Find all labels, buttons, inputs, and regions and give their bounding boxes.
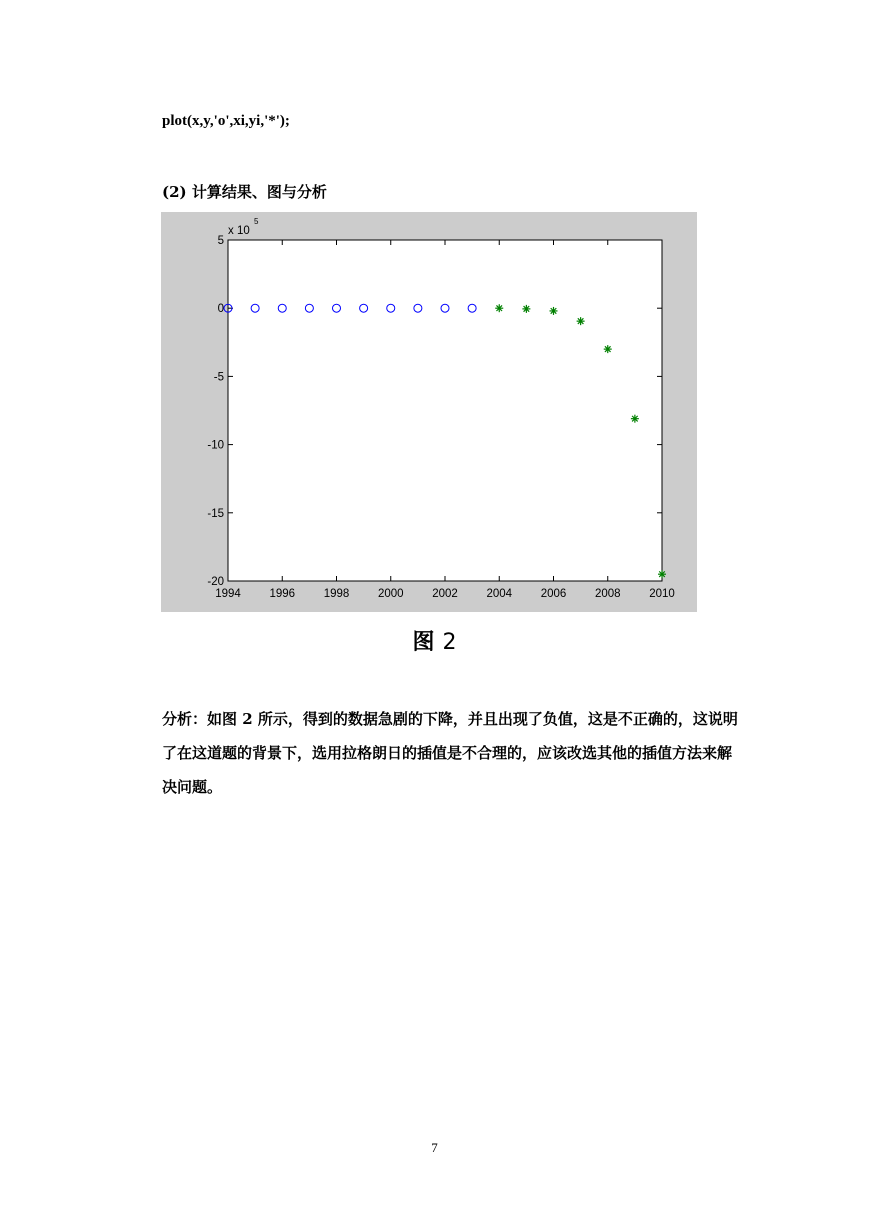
star-data-point — [577, 317, 585, 325]
y-tick-label: -10 — [207, 439, 224, 452]
y-multiplier-exponent: 5 — [254, 217, 259, 226]
x-tick-label: 1996 — [269, 588, 296, 600]
code-line: plot(x,y,'o',xi,yi,'*'); — [162, 113, 290, 129]
section-heading: (2) 计算结果、图与分析 — [162, 183, 327, 201]
figure-caption — [0, 625, 869, 656]
y-multiplier-label: x 10 — [228, 225, 250, 237]
x-tick-label: 2008 — [594, 588, 621, 600]
y-tick-label: 0 — [217, 303, 224, 316]
x-tick-label: 2000 — [377, 588, 404, 600]
star-data-point — [658, 570, 666, 578]
x-tick-label: 1994 — [215, 588, 241, 600]
x-tick-label: 2006 — [540, 588, 567, 600]
star-data-point — [495, 304, 503, 312]
x-tick-label: 2010 — [649, 588, 675, 600]
x-tick-label: 1998 — [323, 588, 350, 600]
caption-label: 图 — [412, 630, 435, 655]
figure-panel — [161, 212, 697, 612]
caption-number: 2 — [442, 630, 457, 655]
y-tick-label: -5 — [213, 371, 224, 384]
page-number: 7 — [431, 1140, 438, 1155]
y-tick-label: 5 — [217, 235, 224, 247]
y-tick-label: -15 — [207, 507, 224, 520]
star-data-point — [604, 345, 612, 353]
plot-area — [228, 240, 662, 581]
scatter-chart — [161, 212, 697, 612]
x-tick-label: 2004 — [486, 588, 513, 600]
analysis-paragraph: 分析：如图 2 所示，得到的数据急剧的下降，并且出现了负值，这是不正确的，这说明了在这道题的背景下，选用拉格朗日的插值是不合理的，应该改选其他的插值方法来解决问题。 — [162, 710, 738, 796]
y-tick-label: -20 — [207, 576, 224, 588]
star-data-point — [550, 307, 558, 315]
star-data-point — [522, 305, 530, 313]
x-tick-label: 2002 — [432, 588, 458, 600]
